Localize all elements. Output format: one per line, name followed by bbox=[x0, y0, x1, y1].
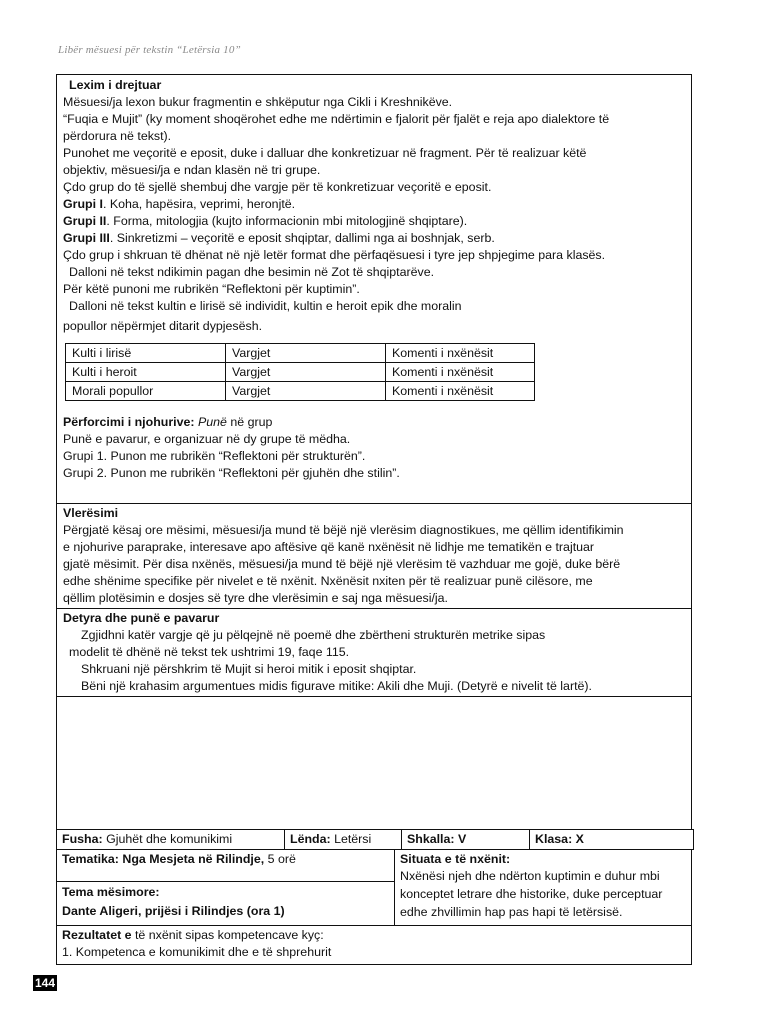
text-line: Zgjidhni katër vargje që ju pëlqejnë në poemë dhe zbërtheni strukturën metrike sipas bbox=[81, 628, 546, 642]
text-line: popullor nëpërmjet ditarit dypjesësh. bbox=[63, 319, 263, 333]
table-cell: Komenti i nxënësit bbox=[386, 382, 535, 401]
group-text: . Sinkretizmi – veçoritë e eposit shqiptar, dallimi nga ai boshnjak, serb. bbox=[109, 231, 495, 245]
group-line bbox=[63, 230, 685, 247]
text-line: modelit të dhënë në tekst tek ushtrimi 19, faqe 115. bbox=[69, 645, 350, 659]
reinforce-line bbox=[63, 414, 685, 431]
text-line: Grupi 2. Punon me rubrikën “Reflektoni për gjuhën dhe stilin”. bbox=[63, 466, 400, 480]
text-line: Shkruani një përshkrim të Mujit si heroi mitik i eposit shqiptar. bbox=[81, 662, 417, 676]
rezultatet-label: Rezultatet e bbox=[62, 928, 132, 942]
table-cell: Komenti i nxënësit bbox=[386, 363, 535, 382]
group-label: Grupi I bbox=[63, 197, 103, 211]
section-title: Detyra dhe punë e pavarur bbox=[63, 611, 220, 625]
text-line: Përgjatë kësaj ore mësimi, mësuesi/ja mund të bëjë një vlerësim diagnostikues, me qëllim identifikimin bbox=[63, 523, 624, 537]
section-title: Lexim i drejtuar bbox=[69, 78, 162, 92]
text-line: qëllim plotësimin e dosjes së tyre dhe vlerësimin e saj nga mësuesi/ja. bbox=[63, 591, 448, 605]
lesson-plan-grid bbox=[56, 829, 694, 965]
table-cell: Komenti i nxënësit bbox=[386, 344, 535, 363]
lesson-topic-cell bbox=[56, 881, 395, 926]
reinforce-italic: Punë bbox=[197, 415, 227, 429]
table-cell: Vargjet bbox=[226, 382, 386, 401]
text-line: gjatë mësimit. Për disa nxënës, mësuesi/ja mund të bëjë një vlerësim të vazhduar me gojë, duke bërë bbox=[63, 557, 621, 571]
subject-cell bbox=[284, 829, 402, 850]
text-line: Çdo grup do të sjellë shembuj dhe vargje për të konkretizuar veçoritë e eposit. bbox=[63, 180, 492, 194]
group-line bbox=[63, 213, 685, 230]
table-cell: Vargjet bbox=[226, 344, 386, 363]
lenda-value: Letërsi bbox=[330, 832, 372, 846]
results-cell bbox=[56, 925, 692, 965]
level-cell: Shkalla: V bbox=[401, 829, 530, 850]
table-cell: Kulti i heroit bbox=[66, 363, 226, 382]
competence-line: 1. Kompetenca e komunikimit dhe e të shprehurit bbox=[62, 945, 332, 959]
situata-label: Situata e të nxënit: bbox=[400, 852, 511, 866]
group-text: . Forma, mitologjia (kujto informacionin mbi mitologjinë shqiptare). bbox=[106, 214, 468, 228]
guided-reading-section bbox=[56, 74, 692, 504]
tema-value: Dante Aligeri, prijësi i Rilindjes (ora 1) bbox=[62, 904, 285, 918]
table-row bbox=[66, 344, 535, 363]
group-text: . Koha, hapësira, veprimi, heronjtë. bbox=[102, 197, 296, 211]
text-line: përdorura në tekst). bbox=[63, 129, 172, 143]
text-line: Dalloni në tekst kultin e lirisë së individit, kultin e heroit epik dhe moralin bbox=[69, 299, 462, 313]
assessment-section bbox=[56, 503, 692, 609]
text-line: Grupi 1. Punon me rubrikën “Reflektoni për strukturën”. bbox=[63, 449, 366, 463]
running-header: Libër mësuesi për tekstin “Letërsia 10” bbox=[58, 44, 241, 56]
group-label: Grupi III bbox=[63, 231, 110, 245]
field-cell bbox=[56, 829, 285, 850]
text-line: Mësuesi/ja lexon bukur fragmentin e shkëputur nga Cikli i Kreshnikëve. bbox=[63, 95, 453, 109]
text-line: objektiv, mësuesi/ja e ndan klasën në tri grupe. bbox=[63, 163, 321, 177]
learning-situation-cell bbox=[394, 849, 692, 926]
reinforce-label: Përforcimi i njohurive: bbox=[63, 415, 195, 429]
empty-notes-box bbox=[56, 696, 692, 830]
text-line: edhe shënime specifike për nivelet e të nxënit. Nxënësit nxiten për të realizuar punë cilësore, me bbox=[63, 574, 593, 588]
text-line: Bëni një krahasim argumentues midis figurave mitike: Akili dhe Muji. (Detyrë e nivelit të lartë). bbox=[81, 679, 592, 693]
text-line: Çdo grup i shkruan të dhënat në një letër format dhe përfaqësuesi i tyre jep shpjegime para klasës. bbox=[63, 248, 606, 262]
fusha-value: Gjuhët dhe komunikimi bbox=[102, 832, 233, 846]
theme-cell bbox=[56, 849, 395, 882]
table-cell: Morali popullor bbox=[66, 382, 226, 401]
lenda-label: Lënda: bbox=[290, 832, 331, 846]
situata-line: edhe zhvillimin hap pas hapi të letërsisë. bbox=[400, 905, 623, 919]
text-line: e njohurive paraprake, interesave apo aftësive që kanë nxënësit në lidhje me tematikën e trajtuar bbox=[63, 540, 595, 554]
tematika-label: Tematika: Nga Mesjeta në Rilindje, bbox=[62, 852, 265, 866]
situata-line: konceptet letrare dhe historike, duke perceptuar bbox=[400, 887, 663, 901]
text-line: “Fuqia e Mujit” (ky moment shoqërohet edhe me ndërtimin e fjalorit për fjalët e reja apo dialektore të bbox=[63, 112, 610, 126]
tematika-value: 5 orë bbox=[264, 852, 296, 866]
table-cell: Kulti i lirisë bbox=[66, 344, 226, 363]
text-line: Punë e pavarur, e organizuar në dy grupe të mëdha. bbox=[63, 432, 351, 446]
text-line: Punohet me veçoritë e eposit, duke i dalluar dhe konkretizuar në fragment. Për të realizuar këtë bbox=[63, 146, 587, 160]
group-label: Grupi II bbox=[63, 214, 107, 228]
situata-line: Nxënësi njeh dhe ndërton kuptimin e duhur mbi bbox=[400, 869, 660, 883]
page-number: 144 bbox=[35, 976, 56, 990]
class-cell: Klasa: X bbox=[529, 829, 694, 850]
reinforce-rest: në grup bbox=[226, 415, 273, 429]
tema-label: Tema mësimore: bbox=[62, 885, 160, 899]
text-line: Për këtë punoni me rubrikën “Reflektoni për kuptimin”. bbox=[63, 282, 360, 296]
table-cell: Vargjet bbox=[226, 363, 386, 382]
diary-table bbox=[65, 343, 535, 401]
group-line bbox=[63, 196, 685, 213]
table-row bbox=[66, 382, 535, 401]
homework-section bbox=[56, 608, 692, 697]
fusha-label: Fusha: bbox=[62, 832, 103, 846]
rezultatet-rest: të nxënit sipas kompetencave kyç: bbox=[131, 928, 324, 942]
text-line: Dalloni në tekst ndikimin pagan dhe besimin në Zot të shqiptarëve. bbox=[69, 265, 435, 279]
section-title: Vlerësimi bbox=[63, 506, 119, 520]
table-row bbox=[66, 363, 535, 382]
